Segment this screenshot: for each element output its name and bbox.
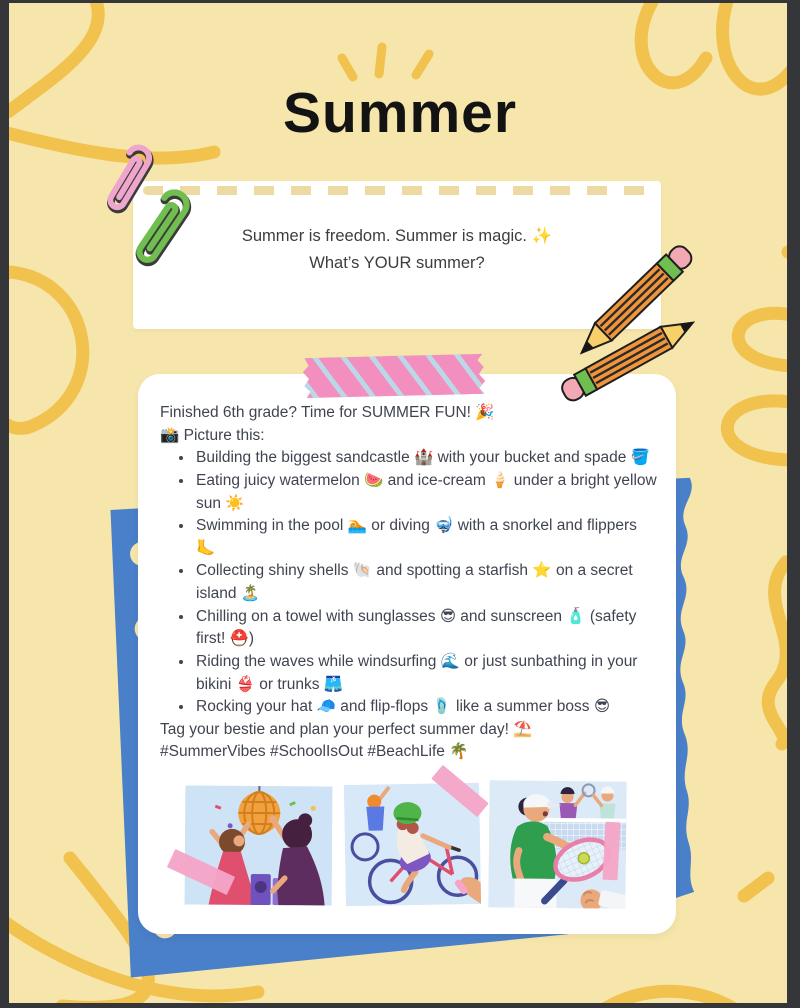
quote-line-2: What’s YOUR summer? — [309, 254, 485, 273]
quote-line-1: Summer is freedom. Summer is magic. ✨ — [241, 227, 553, 245]
frame-edge-bottom — [0, 1003, 800, 1008]
activity-item: • Riding the waves while windsurfing 🌊 or just sunbathing in your bikini 👙 or trunks 🩳 — [194, 651, 658, 696]
activity-item: • Building the biggest sandcastle 🏰 with your bucket and spade 🪣 — [194, 447, 658, 470]
intro-line-2: 📸 Picture this: — [160, 426, 265, 444]
activity-item: • Collecting shiny shells 🐚 and spotting a starfish ⭐ on a secret island 🏝️ — [194, 560, 658, 605]
page-title: Summer — [282, 81, 518, 145]
frame-edge-top — [0, 0, 800, 3]
outro-line-1: Tag your bestie and plan your perfect summer day! ⛱️ — [160, 720, 533, 738]
activity-item: • Swimming in the pool 🏊 or diving 🤿 with a snorkel and flippers 🦶 — [194, 515, 658, 560]
frame-edge-left — [0, 0, 9, 1008]
activity-item: • Rocking your hat 🧢 and flip-flops 🩴 like a summer boss 😎 — [194, 696, 658, 719]
frame-edge-right — [787, 0, 800, 1008]
activity-item: • Chilling on a towel with sunglasses 😎 and sunscreen 🧴 (safety first! ⛑️) — [194, 606, 658, 651]
activity-item: • Eating juicy watermelon 🍉 and ice-cream 🍦 under a bright yellow sun ☀️ — [194, 470, 658, 515]
outro-line-2: #SummerVibes #SchoolIsOut #BeachLife 🌴 — [160, 743, 469, 761]
intro-line-1: Finished 6th grade? Time for SUMMER FUN! 🎉 — [160, 404, 495, 421]
